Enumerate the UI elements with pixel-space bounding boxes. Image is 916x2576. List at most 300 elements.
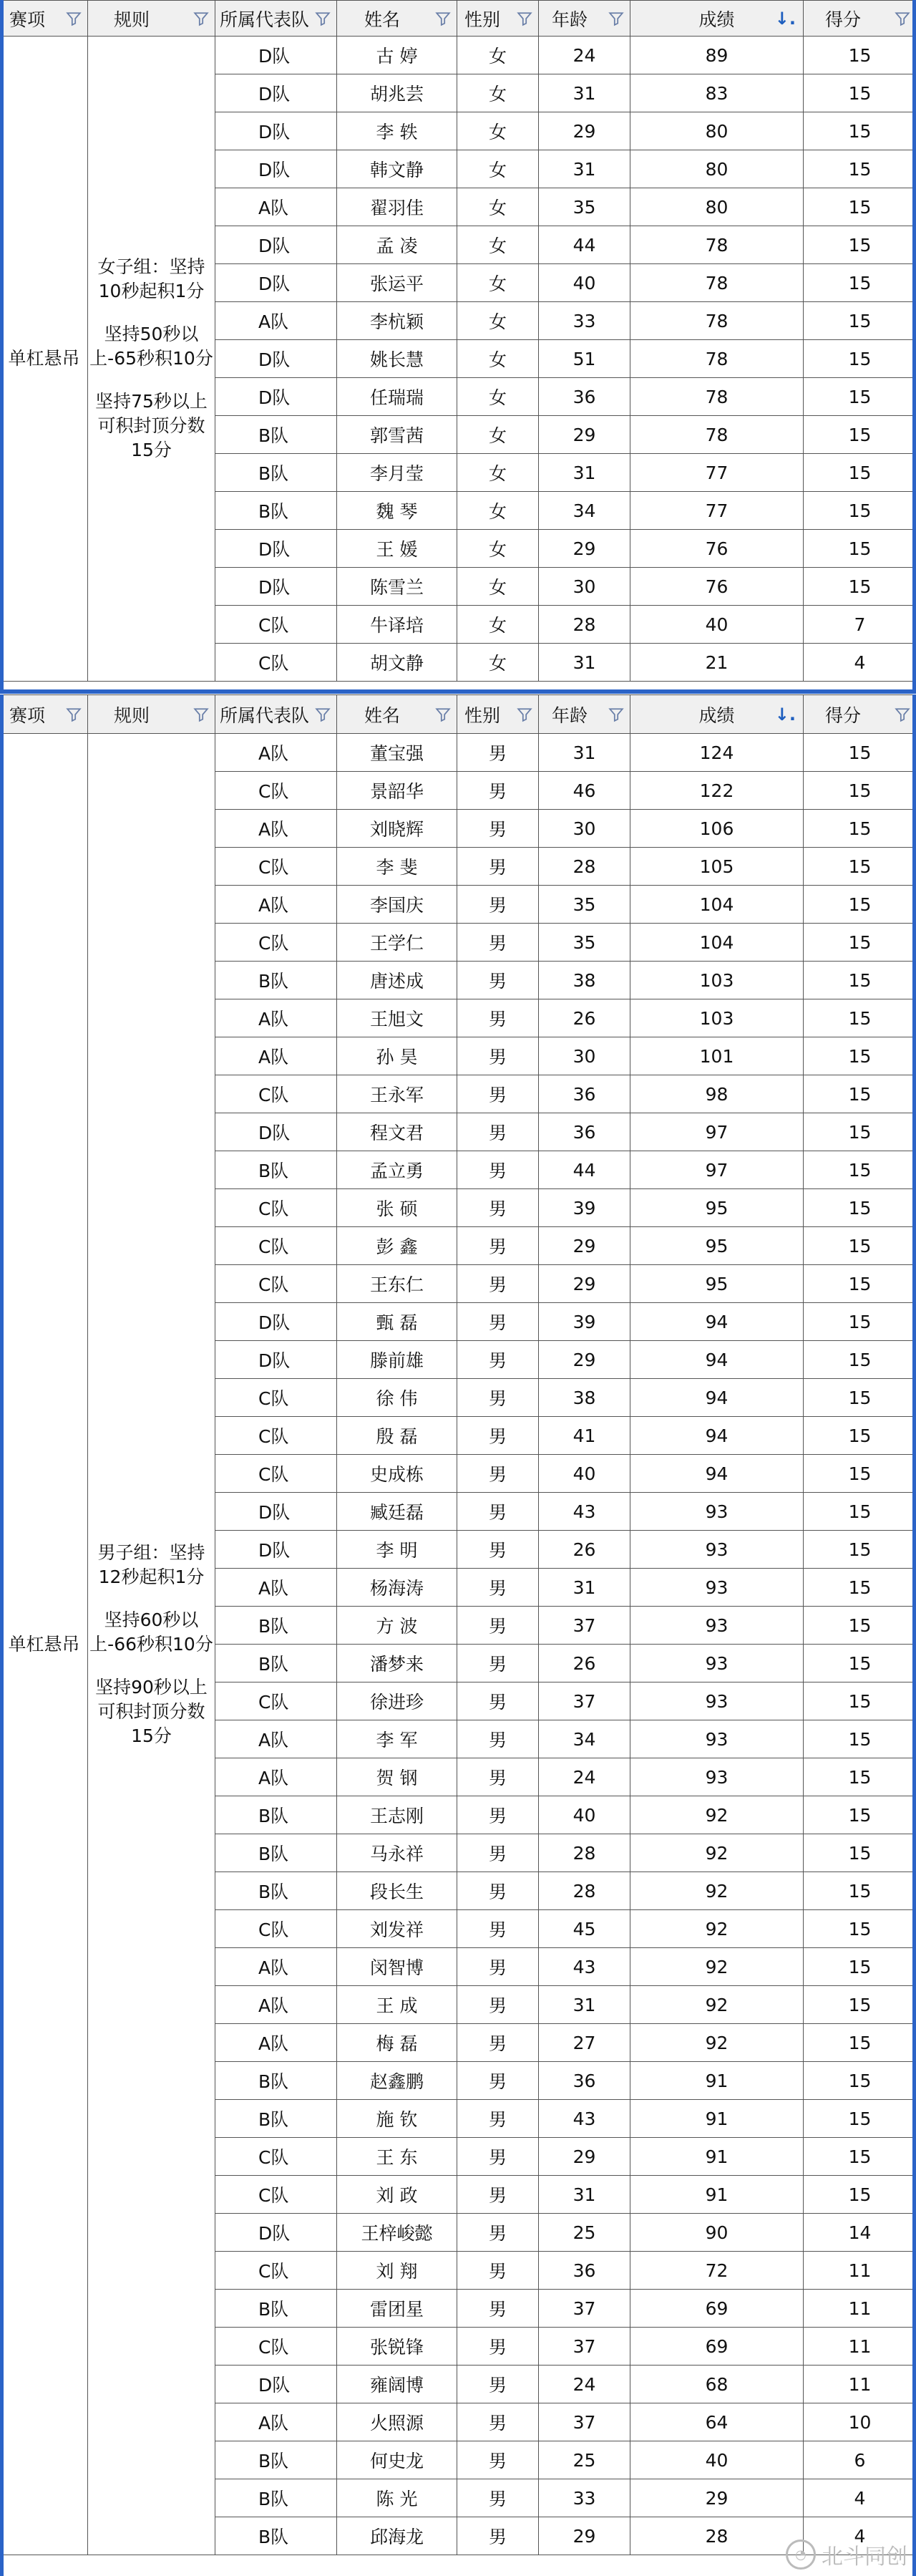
age-cell[interactable]: 40 bbox=[539, 264, 630, 302]
age-cell[interactable]: 29 bbox=[539, 1265, 630, 1303]
points-cell[interactable]: 15 bbox=[804, 734, 916, 772]
score-cell[interactable]: 91 bbox=[630, 2062, 804, 2100]
age-cell[interactable]: 39 bbox=[539, 1189, 630, 1227]
team-cell[interactable]: B队 bbox=[215, 454, 337, 492]
gender-cell[interactable]: 男 bbox=[457, 2214, 539, 2252]
age-cell[interactable]: 31 bbox=[539, 2176, 630, 2214]
header-team[interactable] bbox=[215, 695, 337, 734]
age-cell[interactable]: 34 bbox=[539, 492, 630, 530]
age-cell[interactable]: 36 bbox=[539, 2062, 630, 2100]
age-cell[interactable]: 26 bbox=[539, 999, 630, 1037]
header-gender[interactable] bbox=[457, 1, 539, 37]
age-cell[interactable]: 36 bbox=[539, 1113, 630, 1151]
filter-icon[interactable] bbox=[193, 11, 209, 26]
points-cell[interactable]: 15 bbox=[804, 924, 916, 962]
filter-icon[interactable] bbox=[895, 11, 910, 26]
gender-cell[interactable]: 男 bbox=[457, 2441, 539, 2479]
points-cell[interactable]: 15 bbox=[804, 340, 916, 378]
team-cell[interactable]: D队 bbox=[215, 74, 337, 112]
gender-cell[interactable]: 男 bbox=[457, 1455, 539, 1493]
name-cell[interactable]: 彭 鑫 bbox=[337, 1227, 457, 1265]
score-cell[interactable]: 80 bbox=[630, 150, 804, 188]
header-age[interactable] bbox=[539, 1, 630, 37]
points-cell[interactable]: 15 bbox=[804, 1872, 916, 1910]
age-cell[interactable]: 29 bbox=[539, 112, 630, 150]
team-cell[interactable]: B队 bbox=[215, 1834, 337, 1872]
gender-cell[interactable]: 男 bbox=[457, 1037, 539, 1075]
age-cell[interactable]: 43 bbox=[539, 1948, 630, 1986]
team-cell[interactable]: D队 bbox=[215, 226, 337, 264]
score-cell[interactable]: 94 bbox=[630, 1417, 804, 1455]
name-cell[interactable]: 火照源 bbox=[337, 2403, 457, 2441]
name-cell[interactable]: 李 斐 bbox=[337, 848, 457, 886]
team-cell[interactable]: D队 bbox=[215, 150, 337, 188]
age-cell[interactable]: 43 bbox=[539, 1493, 630, 1531]
points-cell[interactable]: 15 bbox=[804, 1303, 916, 1341]
team-cell[interactable]: D队 bbox=[215, 112, 337, 150]
name-cell[interactable]: 刘发祥 bbox=[337, 1910, 457, 1948]
age-cell[interactable]: 31 bbox=[539, 74, 630, 112]
score-cell[interactable]: 104 bbox=[630, 924, 804, 962]
name-cell[interactable]: 孟 凌 bbox=[337, 226, 457, 264]
score-cell[interactable]: 80 bbox=[630, 112, 804, 150]
name-cell[interactable]: 王东仁 bbox=[337, 1265, 457, 1303]
score-cell[interactable]: 98 bbox=[630, 1075, 804, 1113]
age-cell[interactable]: 36 bbox=[539, 378, 630, 416]
team-cell[interactable]: B队 bbox=[215, 2517, 337, 2555]
score-cell[interactable]: 91 bbox=[630, 2100, 804, 2138]
score-cell[interactable]: 93 bbox=[630, 1682, 804, 1720]
header-event[interactable] bbox=[1, 1, 88, 37]
gender-cell[interactable]: 男 bbox=[457, 1379, 539, 1417]
header-age[interactable] bbox=[539, 695, 630, 734]
name-cell[interactable]: 景韶华 bbox=[337, 772, 457, 810]
name-cell[interactable]: 程文君 bbox=[337, 1113, 457, 1151]
filter-icon[interactable] bbox=[315, 707, 331, 722]
team-cell[interactable]: C队 bbox=[215, 1227, 337, 1265]
team-cell[interactable]: C队 bbox=[215, 1455, 337, 1493]
team-cell[interactable]: D队 bbox=[215, 2366, 337, 2403]
filter-icon[interactable] bbox=[435, 11, 451, 26]
score-cell[interactable]: 69 bbox=[630, 2328, 804, 2366]
points-cell[interactable]: 15 bbox=[804, 1227, 916, 1265]
team-cell[interactable]: D队 bbox=[215, 1303, 337, 1341]
age-cell[interactable]: 30 bbox=[539, 568, 630, 606]
age-cell[interactable]: 29 bbox=[539, 530, 630, 568]
age-cell[interactable]: 29 bbox=[539, 2138, 630, 2176]
header-gender[interactable] bbox=[457, 695, 539, 734]
name-cell[interactable]: 王学仁 bbox=[337, 924, 457, 962]
gender-cell[interactable]: 男 bbox=[457, 1796, 539, 1834]
name-cell[interactable]: 董宝强 bbox=[337, 734, 457, 772]
header-event[interactable] bbox=[1, 695, 88, 734]
age-cell[interactable]: 29 bbox=[539, 1341, 630, 1379]
points-cell[interactable]: 15 bbox=[804, 810, 916, 848]
name-cell[interactable]: 段长生 bbox=[337, 1872, 457, 1910]
gender-cell[interactable]: 女 bbox=[457, 644, 539, 682]
table-row[interactable] bbox=[1, 37, 916, 74]
age-cell[interactable]: 37 bbox=[539, 1682, 630, 1720]
score-cell[interactable]: 97 bbox=[630, 1113, 804, 1151]
name-cell[interactable]: 李 轶 bbox=[337, 112, 457, 150]
score-cell[interactable]: 29 bbox=[630, 2479, 804, 2517]
gender-cell[interactable]: 男 bbox=[457, 1986, 539, 2024]
team-cell[interactable]: B队 bbox=[215, 2441, 337, 2479]
name-cell[interactable]: 李 明 bbox=[337, 1531, 457, 1569]
points-cell[interactable]: 15 bbox=[804, 302, 916, 340]
gender-cell[interactable]: 男 bbox=[457, 1493, 539, 1531]
age-cell[interactable]: 29 bbox=[539, 2517, 630, 2555]
points-cell[interactable]: 15 bbox=[804, 1455, 916, 1493]
team-cell[interactable]: B队 bbox=[215, 1607, 337, 1645]
team-cell[interactable]: C队 bbox=[215, 606, 337, 644]
points-cell[interactable]: 15 bbox=[804, 37, 916, 74]
name-cell[interactable]: 张 硕 bbox=[337, 1189, 457, 1227]
score-cell[interactable]: 93 bbox=[630, 1607, 804, 1645]
gender-cell[interactable]: 女 bbox=[457, 606, 539, 644]
age-cell[interactable]: 24 bbox=[539, 2366, 630, 2403]
gender-cell[interactable]: 女 bbox=[457, 568, 539, 606]
gender-cell[interactable]: 男 bbox=[457, 1303, 539, 1341]
team-cell[interactable]: B队 bbox=[215, 492, 337, 530]
score-cell[interactable]: 94 bbox=[630, 1379, 804, 1417]
name-cell[interactable]: 韩文静 bbox=[337, 150, 457, 188]
filter-icon[interactable] bbox=[608, 11, 624, 26]
points-cell[interactable]: 15 bbox=[804, 1720, 916, 1758]
age-cell[interactable]: 45 bbox=[539, 1910, 630, 1948]
name-cell[interactable]: 殷 磊 bbox=[337, 1417, 457, 1455]
gender-cell[interactable]: 男 bbox=[457, 848, 539, 886]
filter-icon[interactable] bbox=[608, 707, 624, 722]
points-cell[interactable]: 4 bbox=[804, 2517, 916, 2555]
team-cell[interactable]: A队 bbox=[215, 1948, 337, 1986]
team-cell[interactable]: B队 bbox=[215, 1872, 337, 1910]
name-cell[interactable]: 陈 光 bbox=[337, 2479, 457, 2517]
gender-cell[interactable]: 男 bbox=[457, 734, 539, 772]
points-cell[interactable]: 15 bbox=[804, 226, 916, 264]
name-cell[interactable]: 闵智博 bbox=[337, 1948, 457, 1986]
filter-icon[interactable] bbox=[193, 707, 209, 722]
name-cell[interactable]: 古 婷 bbox=[337, 37, 457, 74]
team-cell[interactable]: C队 bbox=[215, 1682, 337, 1720]
gender-cell[interactable]: 男 bbox=[457, 924, 539, 962]
age-cell[interactable]: 27 bbox=[539, 2024, 630, 2062]
gender-cell[interactable]: 男 bbox=[457, 1645, 539, 1682]
age-cell[interactable]: 30 bbox=[539, 1037, 630, 1075]
score-cell[interactable]: 78 bbox=[630, 264, 804, 302]
score-cell[interactable]: 76 bbox=[630, 530, 804, 568]
name-cell[interactable]: 刘 翔 bbox=[337, 2252, 457, 2290]
name-cell[interactable]: 张运平 bbox=[337, 264, 457, 302]
score-cell[interactable]: 94 bbox=[630, 1341, 804, 1379]
name-cell[interactable]: 李国庆 bbox=[337, 886, 457, 924]
age-cell[interactable]: 35 bbox=[539, 886, 630, 924]
age-cell[interactable]: 29 bbox=[539, 416, 630, 454]
points-cell[interactable]: 15 bbox=[804, 112, 916, 150]
points-cell[interactable]: 15 bbox=[804, 568, 916, 606]
points-cell[interactable]: 15 bbox=[804, 378, 916, 416]
gender-cell[interactable]: 男 bbox=[457, 1265, 539, 1303]
points-cell[interactable]: 6 bbox=[804, 2441, 916, 2479]
gender-cell[interactable]: 男 bbox=[457, 1227, 539, 1265]
points-cell[interactable]: 15 bbox=[804, 1341, 916, 1379]
name-cell[interactable]: 王旭文 bbox=[337, 999, 457, 1037]
name-cell[interactable]: 胡文静 bbox=[337, 644, 457, 682]
score-cell[interactable]: 124 bbox=[630, 734, 804, 772]
team-cell[interactable]: B队 bbox=[215, 2479, 337, 2517]
header-rule[interactable] bbox=[88, 1, 215, 37]
age-cell[interactable]: 35 bbox=[539, 924, 630, 962]
score-cell[interactable]: 76 bbox=[630, 568, 804, 606]
points-cell[interactable]: 15 bbox=[804, 1265, 916, 1303]
team-cell[interactable]: D队 bbox=[215, 264, 337, 302]
score-cell[interactable]: 90 bbox=[630, 2214, 804, 2252]
points-cell[interactable]: 15 bbox=[804, 848, 916, 886]
gender-cell[interactable]: 男 bbox=[457, 2138, 539, 2176]
team-cell[interactable]: C队 bbox=[215, 1417, 337, 1455]
team-cell[interactable]: B队 bbox=[215, 1151, 337, 1189]
header-points[interactable] bbox=[804, 695, 916, 734]
header-team[interactable] bbox=[215, 1, 337, 37]
name-cell[interactable]: 胡兆芸 bbox=[337, 74, 457, 112]
name-cell[interactable]: 翟羽佳 bbox=[337, 188, 457, 226]
name-cell[interactable]: 史成栋 bbox=[337, 1455, 457, 1493]
score-cell[interactable]: 28 bbox=[630, 2517, 804, 2555]
table-row[interactable] bbox=[1, 734, 916, 772]
points-cell[interactable]: 15 bbox=[804, 264, 916, 302]
name-cell[interactable]: 方 波 bbox=[337, 1607, 457, 1645]
age-cell[interactable]: 31 bbox=[539, 734, 630, 772]
name-cell[interactable]: 赵鑫鹏 bbox=[337, 2062, 457, 2100]
gender-cell[interactable]: 男 bbox=[457, 1075, 539, 1113]
gender-cell[interactable]: 男 bbox=[457, 1417, 539, 1455]
gender-cell[interactable]: 男 bbox=[457, 1872, 539, 1910]
gender-cell[interactable]: 女 bbox=[457, 530, 539, 568]
name-cell[interactable]: 陈雪兰 bbox=[337, 568, 457, 606]
points-cell[interactable]: 15 bbox=[804, 999, 916, 1037]
score-cell[interactable]: 78 bbox=[630, 416, 804, 454]
filter-icon[interactable] bbox=[517, 707, 532, 722]
name-cell[interactable]: 李杭颖 bbox=[337, 302, 457, 340]
points-cell[interactable]: 15 bbox=[804, 2062, 916, 2100]
age-cell[interactable]: 35 bbox=[539, 188, 630, 226]
points-cell[interactable]: 15 bbox=[804, 74, 916, 112]
team-cell[interactable]: D队 bbox=[215, 1531, 337, 1569]
points-cell[interactable]: 15 bbox=[804, 2024, 916, 2062]
gender-cell[interactable]: 男 bbox=[457, 962, 539, 999]
gender-cell[interactable]: 男 bbox=[457, 1113, 539, 1151]
header-rule[interactable] bbox=[88, 695, 215, 734]
name-cell[interactable]: 雍阔博 bbox=[337, 2366, 457, 2403]
age-cell[interactable]: 37 bbox=[539, 2328, 630, 2366]
gender-cell[interactable]: 女 bbox=[457, 74, 539, 112]
score-cell[interactable]: 103 bbox=[630, 999, 804, 1037]
score-cell[interactable]: 94 bbox=[630, 1455, 804, 1493]
score-cell[interactable]: 93 bbox=[630, 1569, 804, 1607]
gender-cell[interactable]: 男 bbox=[457, 999, 539, 1037]
score-cell[interactable]: 68 bbox=[630, 2366, 804, 2403]
team-cell[interactable]: A队 bbox=[215, 2403, 337, 2441]
gender-cell[interactable]: 男 bbox=[457, 2100, 539, 2138]
team-cell[interactable]: C队 bbox=[215, 2176, 337, 2214]
name-cell[interactable]: 臧廷磊 bbox=[337, 1493, 457, 1531]
gender-cell[interactable]: 男 bbox=[457, 2024, 539, 2062]
points-cell[interactable]: 15 bbox=[804, 1948, 916, 1986]
team-cell[interactable]: A队 bbox=[215, 1986, 337, 2024]
gender-cell[interactable]: 女 bbox=[457, 454, 539, 492]
gender-cell[interactable]: 男 bbox=[457, 1569, 539, 1607]
score-cell[interactable]: 97 bbox=[630, 1151, 804, 1189]
event-cell[interactable]: 单杠悬吊 bbox=[1, 734, 88, 2555]
age-cell[interactable]: 31 bbox=[539, 454, 630, 492]
name-cell[interactable]: 梅 磊 bbox=[337, 2024, 457, 2062]
name-cell[interactable]: 任瑞瑞 bbox=[337, 378, 457, 416]
gender-cell[interactable]: 女 bbox=[457, 226, 539, 264]
gender-cell[interactable]: 男 bbox=[457, 2403, 539, 2441]
points-cell[interactable]: 15 bbox=[804, 1758, 916, 1796]
team-cell[interactable]: D队 bbox=[215, 2214, 337, 2252]
score-cell[interactable]: 92 bbox=[630, 1948, 804, 1986]
team-cell[interactable]: C队 bbox=[215, 2252, 337, 2290]
score-cell[interactable]: 95 bbox=[630, 1189, 804, 1227]
gender-cell[interactable]: 男 bbox=[457, 2290, 539, 2328]
team-cell[interactable]: D队 bbox=[215, 37, 337, 74]
points-cell[interactable]: 15 bbox=[804, 1417, 916, 1455]
points-cell[interactable]: 15 bbox=[804, 886, 916, 924]
team-cell[interactable]: B队 bbox=[215, 2062, 337, 2100]
team-cell[interactable]: A队 bbox=[215, 1758, 337, 1796]
team-cell[interactable]: C队 bbox=[215, 2328, 337, 2366]
points-cell[interactable]: 11 bbox=[804, 2328, 916, 2366]
gender-cell[interactable]: 男 bbox=[457, 2176, 539, 2214]
age-cell[interactable]: 51 bbox=[539, 340, 630, 378]
score-cell[interactable]: 92 bbox=[630, 1910, 804, 1948]
name-cell[interactable]: 王 成 bbox=[337, 1986, 457, 2024]
score-cell[interactable]: 78 bbox=[630, 226, 804, 264]
age-cell[interactable]: 37 bbox=[539, 2290, 630, 2328]
age-cell[interactable]: 31 bbox=[539, 1569, 630, 1607]
score-cell[interactable]: 93 bbox=[630, 1720, 804, 1758]
gender-cell[interactable]: 女 bbox=[457, 378, 539, 416]
gender-cell[interactable]: 男 bbox=[457, 1720, 539, 1758]
team-cell[interactable]: D队 bbox=[215, 1493, 337, 1531]
team-cell[interactable]: C队 bbox=[215, 848, 337, 886]
points-cell[interactable]: 15 bbox=[804, 1189, 916, 1227]
score-cell[interactable]: 104 bbox=[630, 886, 804, 924]
score-cell[interactable]: 93 bbox=[630, 1493, 804, 1531]
gender-cell[interactable]: 男 bbox=[457, 1910, 539, 1948]
age-cell[interactable]: 33 bbox=[539, 302, 630, 340]
gender-cell[interactable]: 男 bbox=[457, 2517, 539, 2555]
score-cell[interactable]: 69 bbox=[630, 2290, 804, 2328]
score-cell[interactable]: 64 bbox=[630, 2403, 804, 2441]
team-cell[interactable]: B队 bbox=[215, 2290, 337, 2328]
points-cell[interactable]: 15 bbox=[804, 772, 916, 810]
points-cell[interactable]: 15 bbox=[804, 188, 916, 226]
points-cell[interactable]: 15 bbox=[804, 530, 916, 568]
sort-descending-icon[interactable]: ↓. bbox=[774, 8, 796, 29]
age-cell[interactable]: 24 bbox=[539, 37, 630, 74]
age-cell[interactable]: 28 bbox=[539, 1834, 630, 1872]
age-cell[interactable]: 33 bbox=[539, 2479, 630, 2517]
team-cell[interactable]: C队 bbox=[215, 1910, 337, 1948]
score-cell[interactable]: 92 bbox=[630, 2024, 804, 2062]
team-cell[interactable]: A队 bbox=[215, 1720, 337, 1758]
gender-cell[interactable]: 男 bbox=[457, 1682, 539, 1720]
gender-cell[interactable]: 男 bbox=[457, 2328, 539, 2366]
name-cell[interactable]: 滕前雄 bbox=[337, 1341, 457, 1379]
age-cell[interactable]: 36 bbox=[539, 2252, 630, 2290]
age-cell[interactable]: 28 bbox=[539, 1872, 630, 1910]
name-cell[interactable]: 孟立勇 bbox=[337, 1151, 457, 1189]
gender-cell[interactable]: 男 bbox=[457, 1189, 539, 1227]
points-cell[interactable]: 15 bbox=[804, 492, 916, 530]
team-cell[interactable]: A队 bbox=[215, 886, 337, 924]
name-cell[interactable]: 王 媛 bbox=[337, 530, 457, 568]
gender-cell[interactable]: 女 bbox=[457, 188, 539, 226]
age-cell[interactable]: 31 bbox=[539, 644, 630, 682]
name-cell[interactable]: 徐 伟 bbox=[337, 1379, 457, 1417]
team-cell[interactable]: B队 bbox=[215, 1645, 337, 1682]
age-cell[interactable]: 31 bbox=[539, 150, 630, 188]
name-cell[interactable]: 马永祥 bbox=[337, 1834, 457, 1872]
points-cell[interactable]: 15 bbox=[804, 2176, 916, 2214]
age-cell[interactable]: 26 bbox=[539, 1645, 630, 1682]
score-cell[interactable]: 92 bbox=[630, 1986, 804, 2024]
team-cell[interactable]: A队 bbox=[215, 1569, 337, 1607]
team-cell[interactable]: C队 bbox=[215, 2138, 337, 2176]
filter-icon[interactable] bbox=[66, 707, 82, 722]
score-cell[interactable]: 77 bbox=[630, 454, 804, 492]
team-cell[interactable]: C队 bbox=[215, 644, 337, 682]
score-cell[interactable]: 93 bbox=[630, 1645, 804, 1682]
team-cell[interactable]: D队 bbox=[215, 378, 337, 416]
points-cell[interactable]: 15 bbox=[804, 1986, 916, 2024]
name-cell[interactable]: 张锐锋 bbox=[337, 2328, 457, 2366]
age-cell[interactable]: 25 bbox=[539, 2214, 630, 2252]
name-cell[interactable]: 牛译培 bbox=[337, 606, 457, 644]
points-cell[interactable]: 15 bbox=[804, 2138, 916, 2176]
age-cell[interactable]: 25 bbox=[539, 2441, 630, 2479]
gender-cell[interactable]: 男 bbox=[457, 2366, 539, 2403]
filter-icon[interactable] bbox=[517, 11, 532, 26]
filter-icon[interactable] bbox=[435, 707, 451, 722]
name-cell[interactable]: 邱海龙 bbox=[337, 2517, 457, 2555]
score-cell[interactable]: 106 bbox=[630, 810, 804, 848]
gender-cell[interactable]: 男 bbox=[457, 1151, 539, 1189]
points-cell[interactable]: 15 bbox=[804, 1531, 916, 1569]
points-cell[interactable]: 4 bbox=[804, 2479, 916, 2517]
points-cell[interactable]: 15 bbox=[804, 1075, 916, 1113]
header-score[interactable] bbox=[630, 1, 804, 37]
gender-cell[interactable]: 女 bbox=[457, 37, 539, 74]
team-cell[interactable]: B队 bbox=[215, 1796, 337, 1834]
score-cell[interactable]: 93 bbox=[630, 1531, 804, 1569]
points-cell[interactable]: 15 bbox=[804, 1607, 916, 1645]
gender-cell[interactable]: 男 bbox=[457, 1948, 539, 1986]
team-cell[interactable]: A队 bbox=[215, 302, 337, 340]
score-cell[interactable]: 92 bbox=[630, 1872, 804, 1910]
team-cell[interactable]: A队 bbox=[215, 2024, 337, 2062]
gender-cell[interactable]: 女 bbox=[457, 340, 539, 378]
name-cell[interactable]: 杨海涛 bbox=[337, 1569, 457, 1607]
gender-cell[interactable]: 男 bbox=[457, 1834, 539, 1872]
gender-cell[interactable]: 男 bbox=[457, 1531, 539, 1569]
gender-cell[interactable]: 男 bbox=[457, 2252, 539, 2290]
points-cell[interactable]: 15 bbox=[804, 1645, 916, 1682]
points-cell[interactable]: 15 bbox=[804, 2100, 916, 2138]
gender-cell[interactable]: 女 bbox=[457, 112, 539, 150]
